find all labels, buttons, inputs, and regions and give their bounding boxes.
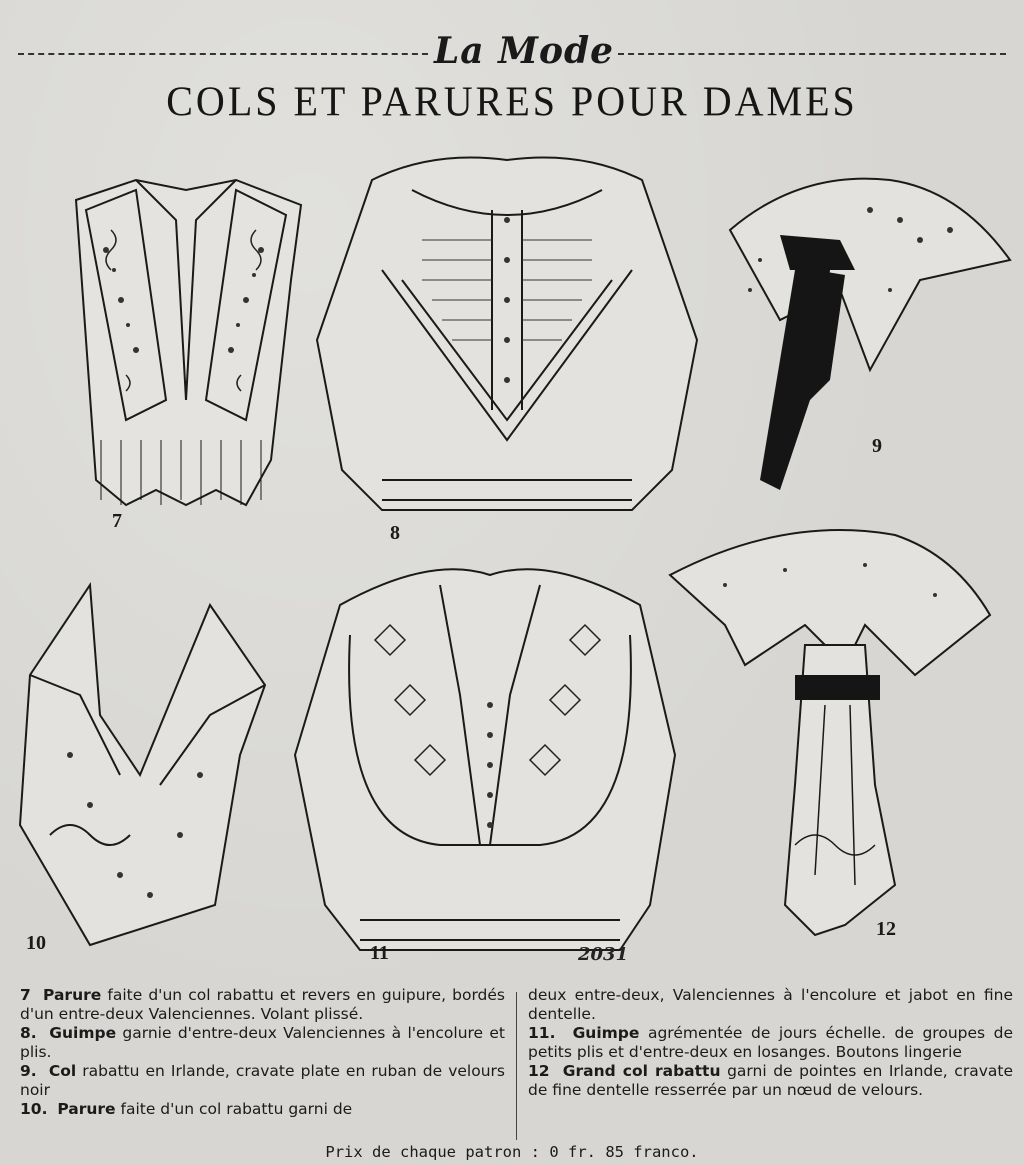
caption-10-continued: deux entre-deux, Valenciennes à l'encolure et jabot en fine dentelle.	[528, 986, 1013, 1023]
figure-12-illustration	[665, 525, 995, 950]
large-collar-jabot-illustration-icon	[665, 525, 995, 950]
caption-8: 8. Guimpe garnie d'entre-deux Valenciennes à l'encolure et plis.	[20, 1024, 505, 1061]
lace-collar-parure-illustration-icon	[10, 575, 272, 950]
figure-9-number: 9	[872, 435, 882, 457]
figure-7-illustration	[66, 160, 306, 510]
figure-10-illustration	[10, 575, 272, 950]
caption-12: 12 Grand col rabattu garni de pointes en Irlande, cravate de fine dentelle resserrée par un nœud de velours.	[528, 1062, 1013, 1099]
guimpe-buttoned-illustration-icon	[290, 555, 685, 960]
price-footer: Prix de chaque patron : 0 fr. 85 franco.	[325, 1143, 699, 1161]
caption-9: 9. Col rabattu en Irlande, cravate plate en ruban de velours noir	[20, 1062, 505, 1099]
captions-left-column	[20, 986, 505, 1120]
page-title: COLS ET PARURES POUR DAMES	[166, 77, 858, 126]
caption-10: 10. Parure faite d'un col rabattu garni de	[20, 1100, 353, 1118]
figure-12-number: 12	[876, 918, 896, 940]
figure-7-number: 7	[112, 510, 122, 532]
lace-collar-revers-illustration-icon	[66, 160, 306, 510]
masthead-rule-right	[618, 53, 1006, 55]
figure-8-illustration	[312, 140, 702, 530]
figure-11-number: 11	[370, 942, 389, 964]
guimpe-valenciennes-illustration-icon	[312, 140, 702, 530]
figure-11-illustration	[290, 555, 685, 960]
figure-8-number: 8	[390, 522, 400, 544]
irish-collar-velvet-tie-illustration-icon	[720, 170, 1015, 490]
figure-9-illustration	[720, 170, 1015, 490]
figure-10-number: 10	[26, 932, 46, 954]
captions	[20, 986, 1014, 1144]
masthead-rule-left	[18, 53, 428, 55]
masthead	[18, 26, 1006, 72]
caption-7: 7 Parure faite d'un col rabattu et revers en guipure, bordés d'un entre-deux Valenciennes. Volant plissé.	[20, 986, 505, 1023]
caption-11: 11. Guimpe agrémentée de jours échelle. de groupes de petits plis et d'entre-deux en losanges. Boutons lingerie	[528, 1024, 1014, 1061]
engraver-mark: 2031	[578, 944, 629, 965]
section-kicker: La Mode	[433, 30, 615, 72]
captions-right-column	[528, 986, 1013, 1100]
column-divider	[516, 992, 517, 1140]
